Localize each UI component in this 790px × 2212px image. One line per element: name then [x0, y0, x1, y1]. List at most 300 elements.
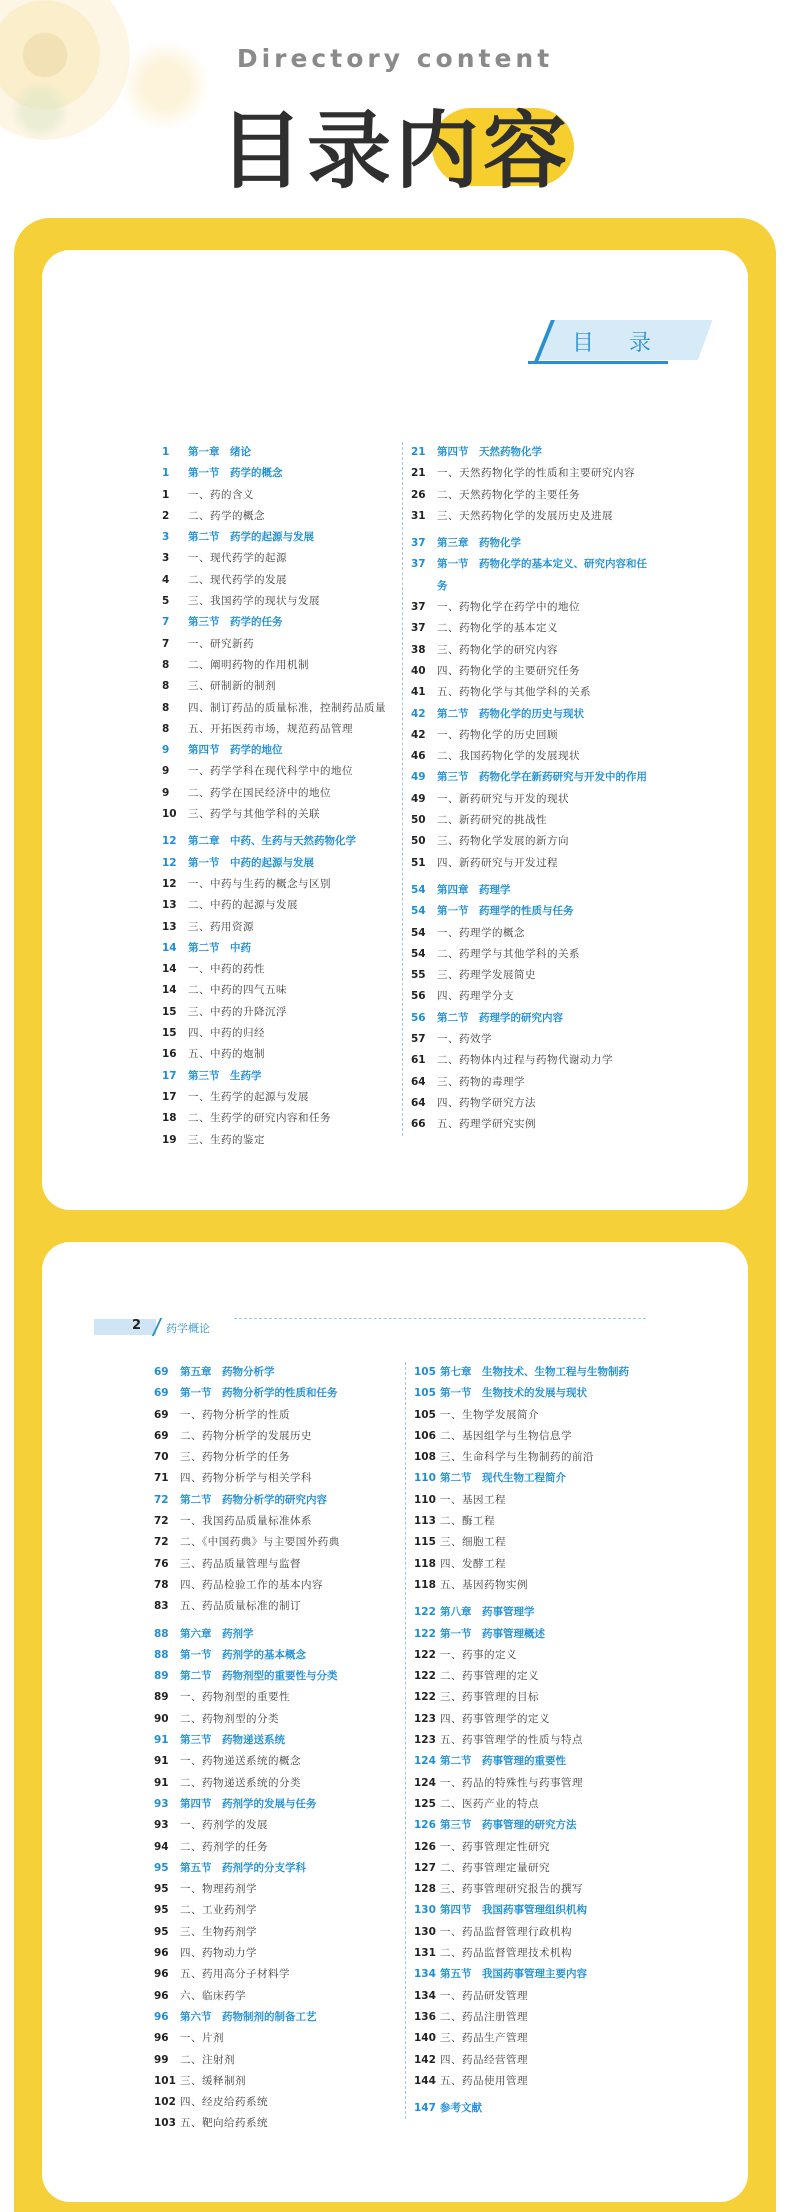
toc-item — [414, 1426, 666, 1447]
running-head — [94, 1318, 646, 1338]
toc-page-number: 144 — [414, 2074, 436, 2087]
toc-page-number: 55 — [411, 969, 426, 982]
toc-chapter — [411, 533, 656, 554]
toc-title: 二、中药的四气五味 — [188, 984, 287, 997]
toc-page-number: 122 — [414, 1627, 436, 1640]
toc-title: 二、药学的概念 — [188, 509, 265, 522]
toc-title: 二、药物分析学的发展历史 — [180, 1429, 312, 1442]
toc-page-number: 126 — [414, 1819, 436, 1832]
toc-title: 五、基因药物实例 — [440, 1578, 528, 1591]
toc-item — [154, 1922, 402, 1943]
toc-title: 四、经皮给药系统 — [180, 2096, 268, 2109]
toc-item — [411, 1050, 656, 1071]
toc-section — [411, 704, 656, 725]
toc-item — [414, 1794, 666, 1815]
toc-title: 一、药物化学的历史回顾 — [437, 728, 558, 741]
toc-page-number: 42 — [411, 728, 426, 741]
toc-item — [411, 682, 656, 703]
toc-item — [414, 1490, 666, 1511]
toc-item — [154, 1709, 402, 1730]
toc-page-number: 96 — [154, 2010, 169, 2023]
toc-title: 二、药物体内过程与药物代谢动力学 — [437, 1054, 613, 1067]
toc-page-number: 8 — [162, 722, 170, 735]
toc-page-number: 122 — [414, 1648, 436, 1661]
toc-page-number: 26 — [411, 488, 426, 501]
toc-page-number: 37 — [411, 622, 426, 635]
toc-item — [154, 1532, 402, 1553]
toc-title: 一、药物剂型的重要性 — [180, 1691, 290, 1704]
toc-page-number: 96 — [154, 1989, 169, 2002]
toc-page-number: 57 — [411, 1033, 426, 1046]
toc-title: 第一节 药事管理概述 — [440, 1627, 545, 1640]
toc-item — [162, 761, 397, 782]
toc-page-number: 37 — [411, 537, 426, 550]
toc-page-number: 106 — [414, 1429, 436, 1442]
toc-page-number: 78 — [154, 1578, 169, 1591]
toc-title: 第一节 药剂学的基本概念 — [180, 1648, 306, 1661]
toc-section — [411, 901, 656, 922]
toc-title: 第二节 药理学的研究内容 — [437, 1011, 563, 1024]
toc-page-number: 21 — [411, 446, 426, 458]
toc-title: 第六章 药剂学 — [180, 1627, 254, 1640]
toc-title: 第三节 药学的任务 — [188, 616, 283, 629]
toc-title: 二、现代药学的发展 — [188, 573, 287, 586]
toc-item — [414, 1447, 666, 1468]
toc-page-number: 19 — [162, 1133, 177, 1146]
toc-page-number: 54 — [411, 926, 426, 939]
toc-page-number: 17 — [162, 1069, 177, 1082]
toc-page-number: 131 — [414, 1947, 436, 1960]
toc-page-number: 51 — [411, 856, 426, 869]
toc-page-number: 91 — [154, 1755, 169, 1768]
toc-title: 第三章 药物化学 — [437, 537, 521, 550]
toc-item — [411, 831, 656, 852]
toc-item — [411, 485, 656, 506]
toc-page-number: 105 — [414, 1366, 436, 1378]
toc-item — [162, 676, 397, 697]
toc-title: 第二节 药物分析学的研究内容 — [180, 1493, 327, 1506]
toc-section — [154, 1730, 402, 1751]
toc-title: 五、开拓医药市场，规范药品管理 — [188, 722, 353, 735]
toc-item — [411, 965, 656, 986]
toc-page-number: 118 — [414, 1557, 436, 1570]
toc-title: 四、药物动力学 — [180, 1947, 257, 1960]
toc-section — [411, 1008, 656, 1029]
toc-item — [162, 783, 397, 804]
toc-section — [414, 1624, 666, 1645]
page-number-tab — [94, 1319, 156, 1335]
toc-section — [162, 463, 397, 484]
toc-page-number: 91 — [154, 1776, 169, 1789]
toc-title: 第一节 生物技术的发展与现状 — [440, 1387, 587, 1400]
toc-item — [154, 1447, 402, 1468]
toc-title: 三、药事管理的目标 — [440, 1691, 539, 1704]
toc-title: 三、缓释制剂 — [180, 2074, 246, 2087]
toc-item — [414, 1837, 666, 1858]
toc-title: 三、生物药剂学 — [180, 1925, 257, 1938]
toc-item — [411, 506, 656, 527]
toc-title: 二、药学在国民经济中的地位 — [188, 786, 331, 799]
toc-title: 一、生药学的起源与发展 — [188, 1090, 309, 1103]
toc-page-number: 140 — [414, 2032, 436, 2045]
toc-title: 三、研制新的制剂 — [188, 680, 276, 693]
toc-title: 二、药物剂型的分类 — [180, 1712, 279, 1725]
toc-page-number: 89 — [154, 1691, 169, 1704]
toc-title: 一、物理药剂学 — [180, 1883, 257, 1896]
toc-item — [162, 548, 397, 569]
toc-section — [162, 1066, 397, 1087]
toc-item — [411, 597, 656, 618]
toc-page-number: 12 — [162, 835, 177, 848]
toc-item — [414, 1554, 666, 1575]
toc-page-number: 91 — [154, 1734, 169, 1747]
toc-section — [154, 1645, 402, 1666]
page-number: 2 — [132, 1318, 142, 1333]
toc-title: 一、药学学科在现代科学中的地位 — [188, 765, 353, 778]
toc-title: 第七章 生物技术、生物工程与生物制药 — [440, 1366, 629, 1378]
toc-page-number: 71 — [154, 1472, 169, 1485]
toc-title: 一、中药的药性 — [188, 963, 265, 976]
toc-section — [414, 1383, 666, 1404]
toc-page-number: 125 — [414, 1797, 436, 1810]
toc-title: 一、药理学的概念 — [437, 926, 525, 939]
toc-item — [411, 661, 656, 682]
toc-item — [162, 591, 397, 612]
toc-page-number: 147 — [414, 2102, 436, 2115]
toc-item — [154, 1687, 402, 1708]
toc-title: 一、现代药学的起源 — [188, 552, 287, 565]
toc-page-number: 31 — [411, 509, 426, 522]
toc-title: 二、药品注册管理 — [440, 2010, 528, 2023]
toc-page-number: 38 — [411, 643, 426, 656]
toc-section — [414, 1751, 666, 1772]
toc-section — [162, 527, 397, 548]
toc-title: 二、药事管理定量研究 — [440, 1861, 550, 1874]
toc-section — [414, 1815, 666, 1836]
toc-page-number: 9 — [162, 786, 170, 799]
toc-page-number: 130 — [414, 1904, 436, 1917]
toc-title: 一、基因工程 — [440, 1493, 506, 1506]
toc-page-number: 110 — [414, 1493, 436, 1506]
toc-title: 第二节 药物剂型的重要性与分类 — [180, 1670, 338, 1683]
toc-page-number: 13 — [162, 920, 177, 933]
toc-page-number: 72 — [154, 1536, 169, 1549]
toc-title: 二、工业药剂学 — [180, 1904, 257, 1917]
toc-title: 四、药物学研究方法 — [437, 1096, 536, 1109]
toc-title: 第八章 药事管理学 — [440, 1606, 535, 1619]
toc-item — [411, 789, 656, 810]
toc-item — [414, 1645, 666, 1666]
toc-section — [154, 1383, 402, 1404]
toc-title: 第三节 生药学 — [188, 1069, 262, 1082]
toc-title: 参考文献 — [440, 2102, 482, 2115]
contents-heading: 目 录 — [572, 331, 665, 356]
toc-page-number: 122 — [414, 1606, 436, 1619]
toc-page-number: 113 — [414, 1515, 436, 1528]
toc-title: 五、中药的炮制 — [188, 1048, 265, 1061]
toc-page-number: 127 — [414, 1861, 436, 1874]
toc-page-number: 122 — [414, 1691, 436, 1704]
toc-title: 二、药品监督管理技术机构 — [440, 1947, 572, 1960]
toc-page-number: 14 — [162, 984, 177, 997]
toc-item — [414, 1879, 666, 1900]
toc-page-number: 69 — [154, 1408, 169, 1421]
toc-title: 第一节 药学的概念 — [188, 467, 283, 480]
toc-item — [154, 2071, 402, 2092]
toc-page-number: 110 — [414, 1472, 436, 1485]
toc-page-number: 14 — [162, 941, 177, 954]
toc-page-number: 64 — [411, 1075, 426, 1088]
toc-item — [162, 1002, 397, 1023]
toc-item — [411, 986, 656, 1007]
toc-title: 一、药事管理定性研究 — [440, 1840, 550, 1853]
toc-chapter — [154, 1624, 402, 1645]
toc-page-number: 12 — [162, 856, 177, 869]
toc-page-number: 105 — [414, 1408, 436, 1421]
toc-page-number: 128 — [414, 1883, 436, 1896]
toc-item — [162, 506, 397, 527]
toc-title: 二、中药的起源与发展 — [188, 899, 298, 912]
toc-item — [154, 1943, 402, 1964]
toc-title: 三、药物的毒理学 — [437, 1075, 525, 1088]
toc-title: 三、我国药学的现状与发展 — [188, 595, 320, 608]
toc-item — [414, 1730, 666, 1751]
toc-page-number: 9 — [162, 765, 170, 778]
toc-page-number: 124 — [414, 1755, 436, 1768]
toc-item — [154, 1751, 402, 1772]
toc-page-number: 50 — [411, 835, 426, 848]
toc-item — [154, 1405, 402, 1426]
toc-item — [154, 1986, 402, 2007]
toc-item — [414, 1575, 666, 1596]
toc-title: 五、药事管理学的性质与特点 — [440, 1734, 583, 1747]
toc-page-number: 8 — [162, 701, 170, 714]
toc-item — [154, 1575, 402, 1596]
toc-title: 三、药学与其他学科的关联 — [188, 808, 320, 821]
toc-title: 第一节 中药的起源与发展 — [188, 856, 314, 869]
toc-chapter — [414, 1362, 666, 1383]
toc-page-number: 105 — [414, 1387, 436, 1400]
toc-title: 二、注射剂 — [180, 2053, 235, 2066]
toc-title: 第二节 中药 — [188, 941, 251, 954]
toc-page-number: 96 — [154, 1947, 169, 1960]
toc-title: 三、药用资源 — [188, 920, 254, 933]
toc-page-number: 46 — [411, 750, 426, 763]
toc-page-number: 101 — [154, 2074, 176, 2087]
toc-page-number: 95 — [154, 1925, 169, 1938]
toc-title: 二、生药学的研究内容和任务 — [188, 1112, 331, 1125]
toc-title: 四、发酵工程 — [440, 1557, 506, 1570]
toc-page-number: 37 — [411, 558, 426, 571]
toc-title: 三、药物分析学的任务 — [180, 1451, 290, 1464]
toc-section — [162, 853, 397, 874]
toc-item — [154, 1554, 402, 1575]
toc-item — [154, 2050, 402, 2071]
toc-item — [414, 2050, 666, 2071]
toc-item — [154, 1468, 402, 1489]
toc-item — [162, 634, 397, 655]
toc-title: 三、药物化学发展的新方向 — [437, 835, 569, 848]
toc-title: 一、我国药品质量标准体系 — [180, 1515, 312, 1528]
toc-page-number: 9 — [162, 744, 170, 757]
toc-page-number: 72 — [154, 1493, 169, 1506]
toc-title: 三、药理学发展简史 — [437, 969, 536, 982]
toc-item — [414, 1922, 666, 1943]
toc-title: 四、药物化学的主要研究任务 — [437, 664, 580, 677]
toc-page-number: 115 — [414, 1536, 436, 1549]
toc-title: 第一节 药物化学的基本定义、研究内容和任务 — [437, 558, 647, 592]
toc-title: 第二节 药事管理的重要性 — [440, 1755, 566, 1768]
toc-chapter — [162, 442, 397, 463]
toc-title: 五、药物化学与其他学科的关系 — [437, 686, 591, 699]
toc-title: 一、天然药物化学的性质和主要研究内容 — [437, 467, 635, 480]
toc-title: 第六节 药物制剂的制备工艺 — [180, 2010, 317, 2023]
toc-page-number: 94 — [154, 1840, 169, 1853]
toc-section — [414, 1468, 666, 1489]
toc-page-number: 124 — [414, 1776, 436, 1789]
toc-section — [154, 1490, 402, 1511]
toc-title: 第二节 药物化学的历史与现状 — [437, 707, 584, 720]
toc-page-number: 88 — [154, 1648, 169, 1661]
toc-page-number: 69 — [154, 1366, 169, 1378]
toc-page-number: 13 — [162, 899, 177, 912]
toc-page-number: 12 — [162, 877, 177, 890]
toc-title: 二、医药产业的特点 — [440, 1797, 539, 1810]
toc-title: 五、药理学研究实例 — [437, 1118, 536, 1131]
toc-section — [411, 767, 656, 788]
toc-page-number: 54 — [411, 947, 426, 960]
toc-page-number: 17 — [162, 1090, 177, 1103]
toc-item — [414, 1687, 666, 1708]
toc-item — [411, 1093, 656, 1114]
toc-item — [154, 1773, 402, 1794]
toc-title: 二、天然药物化学的主要任务 — [437, 488, 580, 501]
toc-title: 四、药物分析学与相关学科 — [180, 1472, 312, 1485]
toc-item — [414, 1532, 666, 1553]
toc-section — [411, 554, 656, 597]
toc-page-number: 72 — [154, 1515, 169, 1528]
toc-page-number: 56 — [411, 1011, 426, 1024]
toc-item — [414, 1986, 666, 2007]
toc-title: 第五章 药物分析学 — [180, 1366, 275, 1378]
toc-page-number: 8 — [162, 680, 170, 693]
contents-banner — [528, 320, 698, 364]
toc-column — [402, 442, 656, 1136]
toc-item — [162, 719, 397, 740]
toc-title: 一、药事的定义 — [440, 1648, 517, 1661]
toc-title: 第一章 绪论 — [188, 446, 251, 458]
toc-title: 三、药品生产管理 — [440, 2032, 528, 2045]
toc-page-number: 95 — [154, 1861, 169, 1874]
toc-chapter — [414, 1602, 666, 1623]
toc-item — [162, 698, 397, 719]
toc-item — [414, 1666, 666, 1687]
toc-item — [414, 2007, 666, 2028]
toc-title: 四、新药研究与开发过程 — [437, 856, 558, 869]
toc-page-number: 102 — [154, 2096, 176, 2109]
toc-item — [411, 944, 656, 965]
toc-title: 第二节 现代生物工程简介 — [440, 1472, 566, 1485]
banner-underline — [528, 361, 668, 364]
toc-item — [414, 1943, 666, 1964]
toc-item — [162, 980, 397, 1001]
toc-title: 四、药理学分支 — [437, 990, 514, 1003]
book-title: 药学概论 — [166, 1322, 210, 1335]
toc-title: 六、临床药学 — [180, 1989, 246, 2002]
toc-page-number: 69 — [154, 1429, 169, 1442]
toc-item — [154, 1426, 402, 1447]
toc-item — [154, 2092, 402, 2113]
toc-page-number: 96 — [154, 2032, 169, 2045]
toc-chapter — [414, 2098, 666, 2119]
toc-item — [154, 1900, 402, 1921]
toc-item — [162, 895, 397, 916]
toc-title: 一、研究新药 — [188, 637, 254, 650]
toc-title: 二、《中国药典》与主要国外药典 — [180, 1536, 340, 1549]
toc-page-number: 130 — [414, 1925, 436, 1938]
toc-page-number: 136 — [414, 2010, 436, 2023]
toc-item — [154, 1964, 402, 1985]
toc-item — [411, 1072, 656, 1093]
toc-item — [154, 1511, 402, 1532]
toc-column — [154, 1362, 402, 2135]
toc-page-number: 50 — [411, 814, 426, 827]
toc-section — [414, 1964, 666, 1985]
toc-title: 四、中药的归经 — [188, 1027, 265, 1040]
toc-item — [162, 1023, 397, 1044]
toc-page-number: 142 — [414, 2053, 436, 2066]
toc-page-number: 96 — [154, 1968, 169, 1981]
toc-page-number: 54 — [411, 905, 426, 918]
toc-page-number: 123 — [414, 1712, 436, 1725]
toc-title: 三、药品质量管理与监督 — [180, 1557, 301, 1570]
toc-title: 四、药品经营管理 — [440, 2053, 528, 2066]
toc-page-number: 126 — [414, 1840, 436, 1853]
toc-page-number: 134 — [414, 1989, 436, 2002]
toc-page-number: 41 — [411, 686, 426, 699]
toc-item — [154, 1815, 402, 1836]
toc-page-number: 37 — [411, 601, 426, 614]
toc-title: 一、药品监督管理行政机构 — [440, 1925, 572, 1938]
toc-title: 一、中药与生药的概念与区别 — [188, 877, 331, 890]
toc-page-number: 70 — [154, 1451, 169, 1464]
toc-title: 二、基因组学与生物信息学 — [440, 1429, 572, 1442]
toc-title: 五、药品质量标准的制订 — [180, 1600, 301, 1613]
toc-page-number: 49 — [411, 792, 426, 805]
toc-title: 一、药物递送系统的概念 — [180, 1755, 301, 1768]
toc-item — [154, 2028, 402, 2049]
toc-page-number: 1 — [162, 488, 170, 501]
toc-title: 五、药用高分子材料学 — [180, 1968, 290, 1981]
toc-title: 二、药理学与其他学科的关系 — [437, 947, 580, 960]
toc-page-number: 122 — [414, 1670, 436, 1683]
toc-page-number: 8 — [162, 658, 170, 671]
toc-page-number: 10 — [162, 808, 177, 821]
toc-item — [411, 463, 656, 484]
toc-item — [154, 1879, 402, 1900]
toc-page-number: 95 — [154, 1883, 169, 1896]
toc-item — [162, 655, 397, 676]
toc-page-number: 66 — [411, 1118, 426, 1131]
toc-title: 三、中药的升降沉浮 — [188, 1005, 287, 1018]
toc-title: 二、药事管理的定义 — [440, 1670, 539, 1683]
toc-page-number: 1 — [162, 446, 170, 458]
toc-title: 三、药事管理研究报告的撰写 — [440, 1883, 583, 1896]
toc-section — [154, 1794, 402, 1815]
toc-section — [154, 1666, 402, 1687]
toc-item — [411, 923, 656, 944]
toc-title: 一、药物化学在药学中的地位 — [437, 601, 580, 614]
